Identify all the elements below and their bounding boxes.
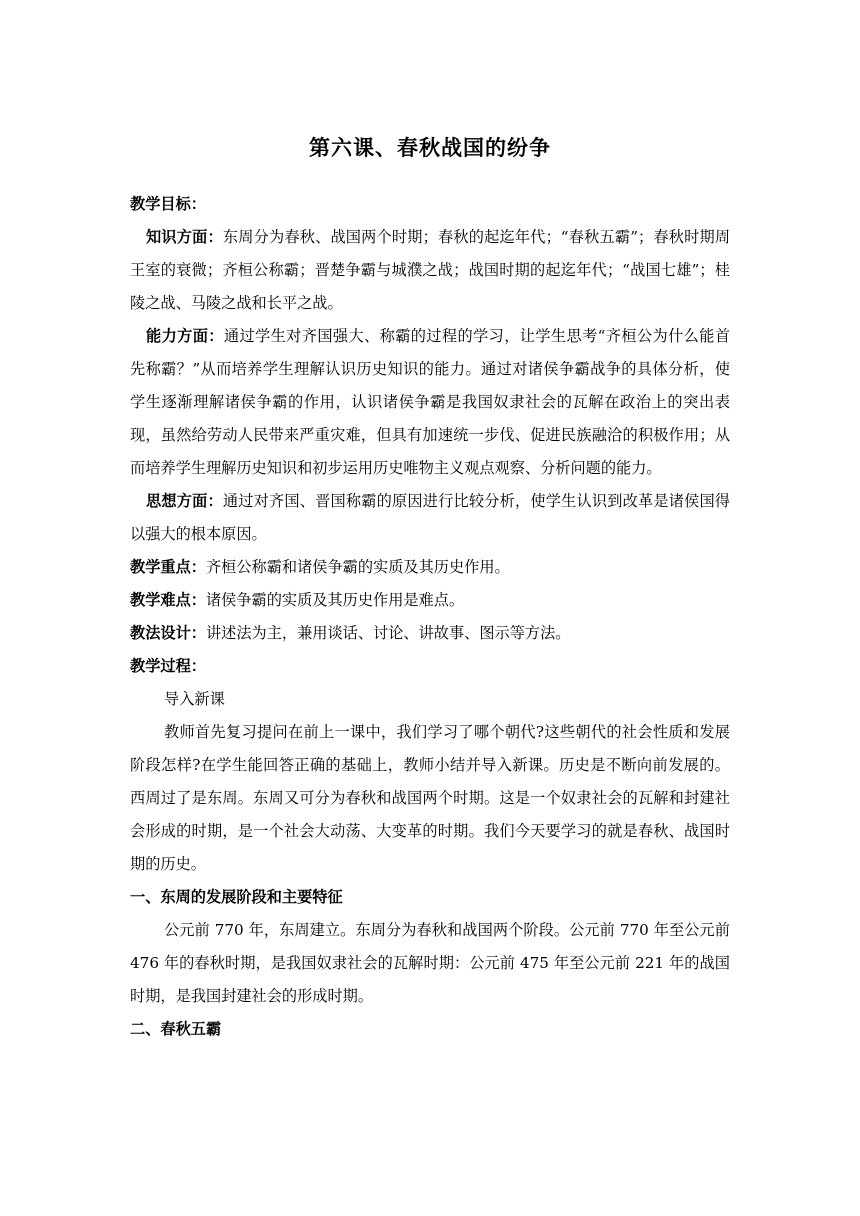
- knowledge-text: 东周分为春秋、战国两个时期；春秋的起迄年代；“春秋五霸”；春秋时期周王室的衰微；齐桓公称霸；晋楚争霸与城濮之战；战国时期的起迄年代；“战国七雄”；桂陵之战、马陵之战和长平之战。: [130, 228, 731, 312]
- lesson-body: [130, 188, 730, 1046]
- thought-paragraph: [130, 485, 730, 551]
- knowledge-label: 知识方面：: [146, 228, 223, 246]
- objectives-heading: 教学目标：: [130, 195, 206, 213]
- process-heading: 教学过程：: [130, 657, 206, 675]
- section2-heading: 二、春秋五霸: [130, 1020, 222, 1038]
- method-label: 教法设计：: [130, 624, 206, 642]
- thought-label: 思想方面：: [146, 492, 223, 510]
- intro-heading: 导入新课: [164, 690, 225, 708]
- method-text: 讲述法为主，兼用谈话、讨论、讲故事、图示等方法。: [205, 624, 571, 642]
- section1-paragraph: 公元前 770 年，东周建立。东周分为春秋和战国两个阶段。公元前 770 年至公元前 476 年的春秋时期，是我国奴隶社会的瓦解时期：公元前 475 年至公元前 221 年的战国时期，是我国封建社会的形成时期。: [130, 921, 730, 1005]
- knowledge-paragraph: [130, 221, 730, 320]
- section1-heading: 一、东周的发展阶段和主要特征: [130, 888, 343, 906]
- key-point-label: 教学重点：: [130, 558, 206, 576]
- key-point-paragraph: [130, 551, 730, 584]
- thought-text: 通过对齐国、晋国称霸的原因进行比较分析，使学生认识到改革是诸侯国得以强大的根本原因。: [130, 492, 731, 543]
- difficulty-label: 教学难点：: [130, 591, 206, 609]
- ability-label: 能力方面：: [146, 327, 224, 345]
- method-paragraph: [130, 617, 730, 650]
- ability-text: 通过学生对齐国强大、称霸的过程的学习，让学生思考“齐桓公为什么能首先称霸？”从而培养学生理解认识历史知识的能力。通过对诸侯争霸战争的具体分析，使学生逐渐理解诸侯争霸的作用，认识诸侯争霸是我国奴隶社会的瓦解在政治上的突出表现，虽然给劳动人民带来严重灾难，但具有加速统一步伐、促进民族融洽的积极作用；从而培养学生理解历史知识和初步运用历史唯物主义观点观察、分析问题的能力。: [130, 327, 731, 477]
- ability-paragraph: [130, 320, 730, 485]
- difficulty-text: 诸侯争霸的实质及其历史作用是难点。: [205, 591, 465, 609]
- difficulty-paragraph: [130, 584, 730, 617]
- lesson-title: 第六课、春秋战国的纷争: [309, 136, 551, 160]
- key-point-text: 齐桓公称霸和诸侯争霸的实质及其历史作用。: [205, 558, 510, 576]
- intro-paragraph: 教师首先复习提问在前上一课中，我们学习了哪个朝代?这些朝代的社会性质和发展阶段怎样?在学生能回答正确的基础上，教师小结并导入新课。历史是不断向前发展的。西周过了是东周。东周又可分为春秋和战国两个时期。这是一个奴隶社会的瓦解和封建社会形成的时期，是一个社会大动荡、大变革的时期。我们今天要学习的就是春秋、战国时期的历史。: [130, 723, 730, 873]
